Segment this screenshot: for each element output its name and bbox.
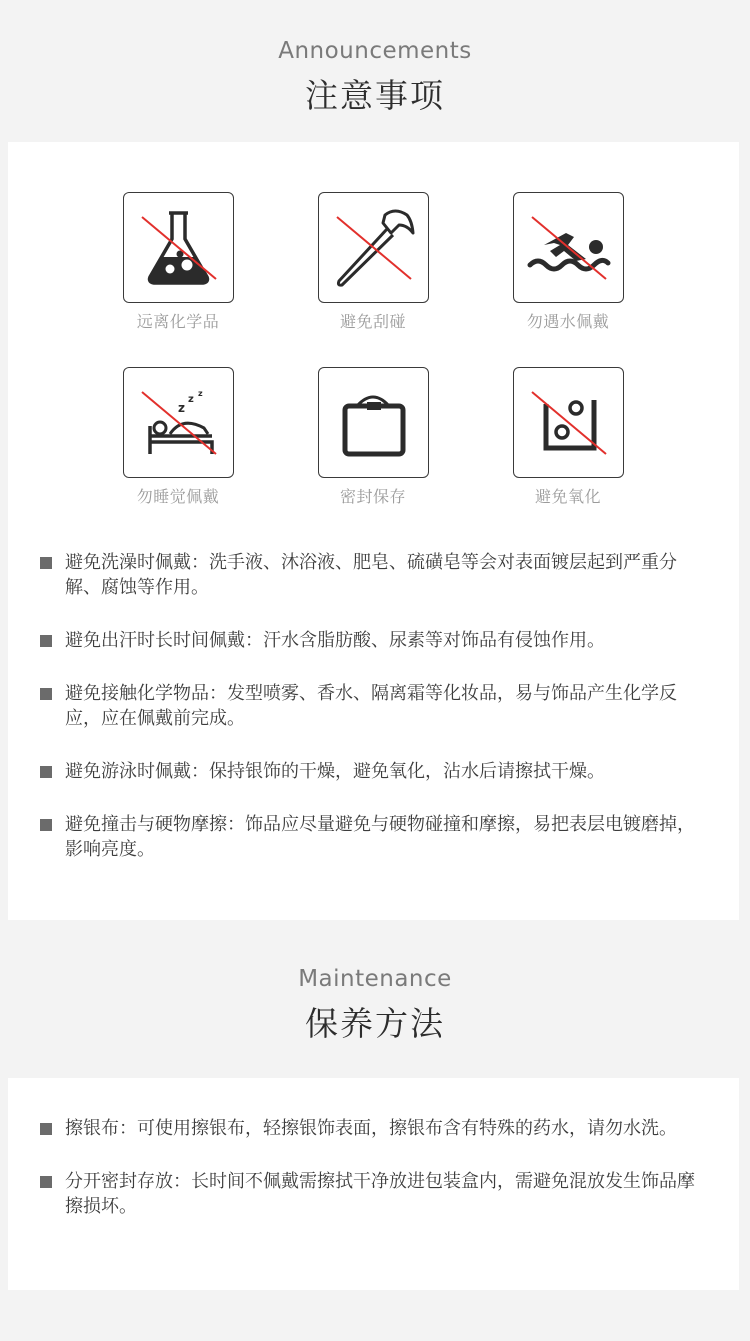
hammer-icon [318,192,429,303]
rule-text: 擦银布：可使用擦银布，轻擦银饰表面，擦银布含有特殊的药水，请勿水洗。 [65,1118,677,1139]
flask-icon [123,192,234,303]
sleeping-bed-icon [123,367,234,478]
announcement-rules [40,550,700,890]
maintenance-title-en: Maintenance [298,966,452,992]
bullet-square-icon [40,1123,52,1135]
warning-label: 密封保存 [339,487,406,506]
announcements-panel [8,142,739,920]
warning-item-sleep [108,367,248,508]
announcements-header [0,36,750,118]
rule-text: 避免游泳时佩戴：保持银饰的干燥，避免氧化，沾水后请擦拭干燥。 [65,761,605,782]
warning-label: 远离化学品 [136,312,220,331]
warning-label: 避免刮碰 [339,312,406,331]
rule-item [40,1169,700,1219]
rule-item [40,550,700,600]
bullet-square-icon [40,557,52,569]
rule-text: 避免出汗时长时间佩戴：汗水含脂肪酸、尿素等对饰品有侵蚀作用。 [65,630,605,651]
rule-item [40,628,700,653]
svg-text:z: z [197,389,203,398]
bullet-square-icon [40,688,52,700]
bullet-square-icon [40,819,52,831]
warning-item-sealed [303,367,443,508]
warning-icon-grid [8,192,739,512]
bullet-square-icon [40,766,52,778]
rule-item [40,759,700,784]
svg-text:z: z [177,401,185,415]
rule-text: 分开密封存放：长时间不佩戴需擦拭干净放进包装盒内，需避免混放发生饰品摩擦损坏。 [65,1171,695,1217]
oxidation-icon [513,367,624,478]
warning-item-chemicals [108,192,248,333]
rule-item [40,681,700,731]
rule-item [40,812,700,862]
maintenance-rules [40,1116,700,1247]
warning-item-oxidation [498,367,638,508]
maintenance-title-zh: 保养方法 [305,1004,445,1043]
warning-item-water [498,192,638,333]
bullet-square-icon [40,1176,52,1188]
svg-text:z: z [187,394,194,405]
rule-text: 避免撞击与硬物摩擦：饰品应尽量避免与硬物碰撞和摩擦，易把表层电镀磨掉，影响亮度。 [65,814,695,860]
bullet-square-icon [40,635,52,647]
maintenance-panel [8,1078,739,1290]
warning-label: 避免氧化 [534,487,601,506]
announcements-title-zh: 注意事项 [305,76,445,115]
warning-label: 勿遇水佩戴 [526,312,610,331]
warning-label: 勿睡觉佩戴 [136,487,220,506]
rule-text: 避免接触化学物品：发型喷雾、香水、隔离霜等化妆品，易与饰品产生化学反应，应在佩戴前完成。 [65,683,677,729]
rule-item [40,1116,700,1141]
rule-text: 避免洗澡时佩戴：洗手液、沐浴液、肥皂、硫磺皂等会对表面镀层起到严重分解、腐蚀等作用。 [65,552,677,598]
warning-item-scratches [303,192,443,333]
announcements-title-en: Announcements [278,38,472,64]
swimmer-icon [513,192,624,303]
sealed-box-icon [318,367,429,478]
maintenance-header [0,964,750,1046]
